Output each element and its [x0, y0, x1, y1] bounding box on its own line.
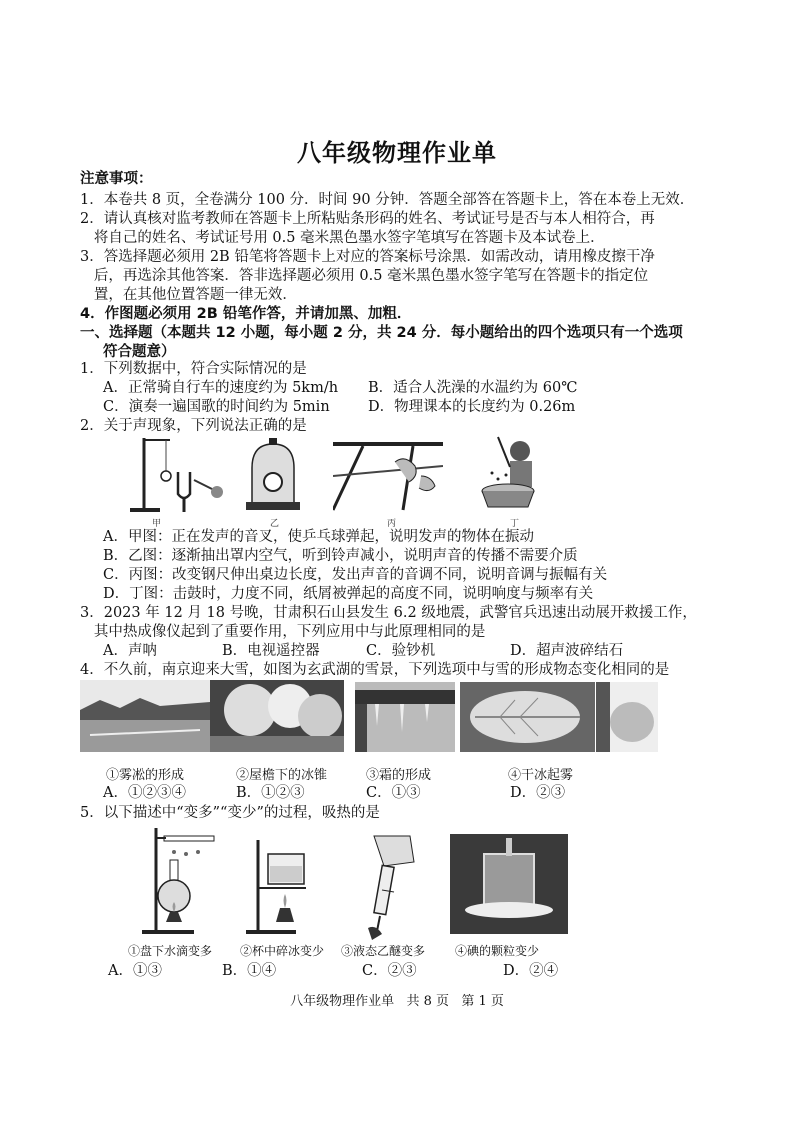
- steel-ruler-figure: [333, 436, 443, 512]
- frost-leaf-photo: [460, 682, 595, 752]
- q2-option-c: C．丙图：改变钢尺伸出桌边长度，发出声音的音调不同，说明音调与振幅有关: [103, 567, 608, 583]
- q5-caption-4: ④碘的颗粒变少: [455, 944, 540, 958]
- q3-stem-line-2: 其中热成像仪起到了重要作用，下列应用中与此原理相同的是: [80, 624, 486, 640]
- q3-option-d: D．超声波碎结石: [510, 643, 624, 659]
- fig-label-bing: 丙: [387, 519, 397, 529]
- q1-option-b: B．适合人洗澡的水温约为 60℃: [368, 380, 578, 396]
- section1-heading: 一、选择题（本题共 12 小题，每小题 2 分，共 24 分．每小题给出的四个选项只有一个选项: [80, 325, 683, 341]
- note-2-line-2: 将自己的姓名、考试证号用 0.5 毫米黑色墨水签字笔填写在答题卡及本试卷上．: [80, 230, 605, 246]
- q1-stem: 1．下列数据中，符合实际情况的是: [80, 361, 307, 377]
- note-3-line-1: 3．答选择题必须用 2B 铅笔将答题卡上对应的答案标号涂黑．如需改动，请用橡皮擦干净: [80, 249, 655, 265]
- q4-option-a: A．①②③④: [103, 785, 186, 801]
- fig-label-yi: 乙: [270, 519, 280, 529]
- q5-caption-2: ②杯中碎冰变少: [240, 944, 325, 958]
- q3-option-a: A．声呐: [103, 643, 157, 659]
- q4-option-b: B．①②③: [236, 785, 305, 801]
- page-title: 八年级物理作业单: [297, 139, 497, 167]
- q5-option-c: C．②③: [362, 963, 417, 979]
- rime-photo: [210, 680, 344, 752]
- lake-snow-photo: [80, 680, 210, 752]
- note-2-line-1: 2．请认真核对监考教师在答题卡上所粘贴条形码的姓名、考试证号是否与本人相符合，再: [80, 211, 655, 227]
- q3-option-b: B．电视遥控器: [222, 643, 320, 659]
- q4-stem: 4．不久前，南京迎来大雪，如图为玄武湖的雪景，下列选项中与雪的形成物态变化相同的是: [80, 662, 670, 678]
- note-3-line-3: 置，在其他位置答题一律无效．: [80, 287, 297, 303]
- iodine-beaker-photo: [450, 834, 568, 934]
- q4-caption-1: ①雾凇的形成: [106, 768, 185, 783]
- q5-option-b: B．①④: [222, 963, 277, 979]
- tuning-fork-figure: [122, 432, 232, 518]
- dry-ice-fog-photo: [596, 682, 658, 752]
- q1-option-a: A．正常骑自行车的速度约为 5km/h: [103, 380, 339, 396]
- q2-option-b: B．乙图：逐渐抽出罩内空气，听到铃声减小，说明声音的传播不需要介质: [103, 548, 578, 564]
- q4-option-c: C．①③: [366, 785, 421, 801]
- icicle-photo: [355, 682, 455, 752]
- note-3-line-2: 后，再选涂其他答案．答非选择题必须用 0.5 毫米黑色墨水签字笔写在答题卡的指定位: [80, 268, 649, 284]
- syringe-figure: [354, 832, 420, 942]
- drum-figure: [478, 433, 550, 513]
- q5-option-d: D．②④: [503, 963, 559, 979]
- q4-option-d: D．②③: [510, 785, 566, 801]
- q2-option-d: D．丁图：击鼓时，力度不同，纸屑被弹起的高度不同，说明响度与频率有关: [103, 586, 594, 602]
- q5-caption-1: ①盘下水滴变多: [128, 944, 213, 958]
- note-4: 4．作图题必须用 2B 铅笔作答，并请加黑、加粗．: [80, 306, 412, 322]
- q4-caption-3: ③霜的形成: [366, 768, 432, 783]
- q5-stem: 5．以下描述中“变多”“变少”的过程，吸热的是: [80, 805, 380, 821]
- notes-heading: 注意事项：: [80, 171, 153, 187]
- q3-stem-line-1: 3．2023 年 12 月 18 号晚，甘肃积石山县发生 6.2 级地震，武警官兵迅速出动展开救援工作，: [80, 605, 697, 621]
- fig-label-ding: 丁: [510, 519, 520, 529]
- note-1: 1．本卷共 8 页，全卷满分 100 分．时间 90 分钟．答题全部答在答题卡上，答在本卷上无效．: [80, 192, 695, 208]
- page-footer: 八年级物理作业单 共 8 页 第 1 页: [290, 994, 504, 1009]
- q1-option-c: C．演奏一遍国歌的时间约为 5min: [103, 399, 330, 415]
- q2-option-a: A．甲图：正在发声的音叉，使乒乓球弹起，说明发声的物体在振动: [103, 529, 534, 545]
- bell-jar-figure: [244, 438, 302, 512]
- flask-plate-figure: [128, 826, 218, 936]
- q1-option-d: D．物理课本的长度约为 0.26m: [368, 399, 576, 415]
- q5-caption-3: ③液态乙醚变多: [341, 944, 426, 958]
- q5-option-a: A．①③: [108, 963, 162, 979]
- q3-option-c: C．验钞机: [366, 643, 436, 659]
- section1-heading-cont: 符合题意）: [103, 344, 176, 360]
- q2-stem: 2．关于声现象，下列说法正确的是: [80, 418, 307, 434]
- q4-caption-4: ④干冰起雾: [508, 768, 574, 783]
- beaker-ice-figure: [240, 836, 314, 936]
- fig-label-jia: 甲: [152, 519, 162, 529]
- q4-caption-2: ②屋檐下的冰锥: [236, 768, 328, 783]
